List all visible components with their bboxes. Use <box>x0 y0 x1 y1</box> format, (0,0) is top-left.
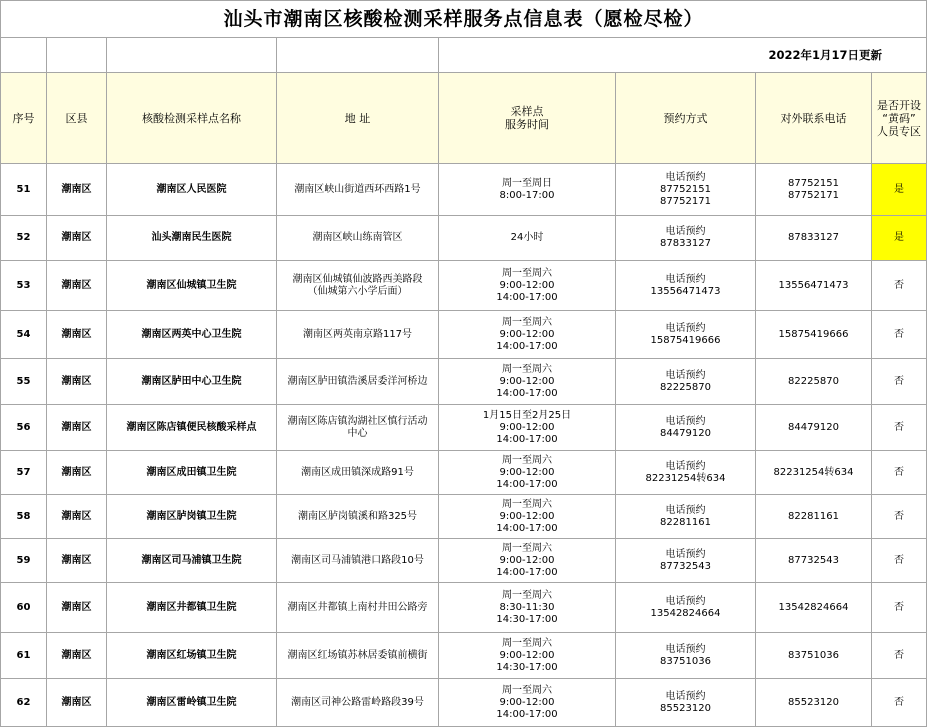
row-address: 潮南区司马浦镇港口路段10号 <box>277 539 439 583</box>
table-row <box>1 679 927 727</box>
row-phone: 15875419666 <box>756 311 872 359</box>
row-site-name: 潮南区人民医院 <box>107 164 277 216</box>
row-booking: 电话预约 82225870 <box>616 359 756 405</box>
row-district: 潮南区 <box>47 405 107 451</box>
table-row <box>1 539 927 583</box>
row-index: 58 <box>1 495 47 539</box>
row-yellow-code: 否 <box>872 311 927 359</box>
row-service-time: 周一至周六 9:00-12:00 14:00-17:00 <box>439 261 616 311</box>
row-service-time: 24小时 <box>439 216 616 261</box>
row-booking: 电话预约 87752151 87752171 <box>616 164 756 216</box>
row-district: 潮南区 <box>47 216 107 261</box>
header-index: 序号 <box>1 73 47 164</box>
row-site-name: 潮南区成田镇卫生院 <box>107 451 277 495</box>
page-title: 汕头市潮南区核酸检测采样服务点信息表（愿检尽检） <box>1 1 927 38</box>
table-row <box>1 633 927 679</box>
row-service-time: 周一至周六 9:00-12:00 14:00-17:00 <box>439 359 616 405</box>
row-address: 潮南区仙城镇仙波路西美路段 （仙城第六小学后面） <box>277 261 439 311</box>
row-yellow-code: 否 <box>872 359 927 405</box>
table-row <box>1 451 927 495</box>
row-phone: 13556471473 <box>756 261 872 311</box>
row-booking: 电话预约 83751036 <box>616 633 756 679</box>
table-row <box>1 405 927 451</box>
row-service-time: 周一至周六 9:00-12:00 14:30-17:00 <box>439 633 616 679</box>
row-district: 潮南区 <box>47 311 107 359</box>
header-service-time: 采样点 服务时间 <box>439 73 616 164</box>
row-phone: 87752151 87752171 <box>756 164 872 216</box>
row-service-time: 周一至周六 9:00-12:00 14:00-17:00 <box>439 451 616 495</box>
row-index: 59 <box>1 539 47 583</box>
row-address: 潮南区红场镇苏林居委镇前横街 <box>277 633 439 679</box>
row-phone: 84479120 <box>756 405 872 451</box>
row-yellow-code: 否 <box>872 633 927 679</box>
row-phone: 87833127 <box>756 216 872 261</box>
row-index: 55 <box>1 359 47 405</box>
row-site-name: 潮南区两英中心卫生院 <box>107 311 277 359</box>
row-yellow-code: 是 <box>872 216 927 261</box>
row-address: 潮南区峡山练南管区 <box>277 216 439 261</box>
row-district: 潮南区 <box>47 164 107 216</box>
row-address: 潮南区两英南京路117号 <box>277 311 439 359</box>
row-address: 潮南区井都镇上南村井田公路旁 <box>277 583 439 633</box>
row-site-name: 潮南区陈店镇便民核酸采样点 <box>107 405 277 451</box>
row-booking: 电话预约 82281161 <box>616 495 756 539</box>
table-row <box>1 359 927 405</box>
row-booking: 电话预约 15875419666 <box>616 311 756 359</box>
row-service-time: 周一至周六 9:00-12:00 14:00-17:00 <box>439 679 616 727</box>
row-address: 潮南区司神公路雷岭路段39号 <box>277 679 439 727</box>
row-index: 54 <box>1 311 47 359</box>
row-booking: 电话预约 84479120 <box>616 405 756 451</box>
row-yellow-code: 是 <box>872 164 927 216</box>
row-address: 潮南区陈店镇沟湖社区慎行活动 中心 <box>277 405 439 451</box>
row-index: 53 <box>1 261 47 311</box>
row-booking: 电话预约 13542824664 <box>616 583 756 633</box>
row-index: 60 <box>1 583 47 633</box>
row-booking: 电话预约 87833127 <box>616 216 756 261</box>
row-address: 潮南区成田镇深成路91号 <box>277 451 439 495</box>
table-row <box>1 164 927 216</box>
header-booking: 预约方式 <box>616 73 756 164</box>
row-district: 潮南区 <box>47 539 107 583</box>
row-index: 56 <box>1 405 47 451</box>
header-site-name: 核酸检测采样点名称 <box>107 73 277 164</box>
row-site-name: 潮南区雷岭镇卫生院 <box>107 679 277 727</box>
row-phone: 87732543 <box>756 539 872 583</box>
row-site-name: 潮南区胪田中心卫生院 <box>107 359 277 405</box>
row-district: 潮南区 <box>47 261 107 311</box>
row-phone: 82231254转634 <box>756 451 872 495</box>
row-index: 52 <box>1 216 47 261</box>
row-district: 潮南区 <box>47 495 107 539</box>
row-address: 潮南区峡山街道西环西路1号 <box>277 164 439 216</box>
row-phone: 83751036 <box>756 633 872 679</box>
row-district: 潮南区 <box>47 359 107 405</box>
row-service-time: 周一至周日 8:00-17:00 <box>439 164 616 216</box>
table-row <box>1 583 927 633</box>
row-yellow-code: 否 <box>872 539 927 583</box>
row-booking: 电话预约 87732543 <box>616 539 756 583</box>
row-service-time: 周一至周六 9:00-12:00 14:00-17:00 <box>439 495 616 539</box>
row-site-name: 潮南区胪岗镇卫生院 <box>107 495 277 539</box>
update-note: 2022年1月17日更新 <box>439 38 927 73</box>
row-district: 潮南区 <box>47 451 107 495</box>
row-phone: 82225870 <box>756 359 872 405</box>
row-yellow-code: 否 <box>872 451 927 495</box>
row-index: 57 <box>1 451 47 495</box>
row-address: 潮南区胪岗镇溪和路325号 <box>277 495 439 539</box>
row-index: 51 <box>1 164 47 216</box>
row-site-name: 汕头潮南民生医院 <box>107 216 277 261</box>
row-address: 潮南区胪田镇浩溪居委洋河桥边 <box>277 359 439 405</box>
row-service-time: 1月15日至2月25日 9:00-12:00 14:00-17:00 <box>439 405 616 451</box>
table-row <box>1 495 927 539</box>
header-address: 地 址 <box>277 73 439 164</box>
row-index: 61 <box>1 633 47 679</box>
table-row <box>1 261 927 311</box>
row-yellow-code: 否 <box>872 261 927 311</box>
row-district: 潮南区 <box>47 633 107 679</box>
row-site-name: 潮南区红场镇卫生院 <box>107 633 277 679</box>
row-phone: 13542824664 <box>756 583 872 633</box>
row-site-name: 潮南区司马浦镇卫生院 <box>107 539 277 583</box>
row-booking: 电话预约 13556471473 <box>616 261 756 311</box>
table-row <box>1 216 927 261</box>
header-district: 区县 <box>47 73 107 164</box>
row-yellow-code: 否 <box>872 495 927 539</box>
table-header <box>1 73 927 164</box>
row-phone: 85523120 <box>756 679 872 727</box>
row-booking: 电话预约 82231254转634 <box>616 451 756 495</box>
row-booking: 电话预约 85523120 <box>616 679 756 727</box>
row-service-time: 周一至周六 9:00-12:00 14:00-17:00 <box>439 539 616 583</box>
row-phone: 82281161 <box>756 495 872 539</box>
row-service-time: 周一至周六 9:00-12:00 14:00-17:00 <box>439 311 616 359</box>
row-service-time: 周一至周六 8:30-11:30 14:30-17:00 <box>439 583 616 633</box>
row-district: 潮南区 <box>47 679 107 727</box>
row-site-name: 潮南区仙城镇卫生院 <box>107 261 277 311</box>
table-row <box>1 311 927 359</box>
row-site-name: 潮南区井都镇卫生院 <box>107 583 277 633</box>
row-yellow-code: 否 <box>872 583 927 633</box>
row-district: 潮南区 <box>47 583 107 633</box>
header-phone: 对外联系电话 <box>756 73 872 164</box>
header-yellow-code: 是否开设 “黄码” 人员专区 <box>872 73 927 164</box>
row-yellow-code: 否 <box>872 405 927 451</box>
row-yellow-code: 否 <box>872 679 927 727</box>
row-index: 62 <box>1 679 47 727</box>
